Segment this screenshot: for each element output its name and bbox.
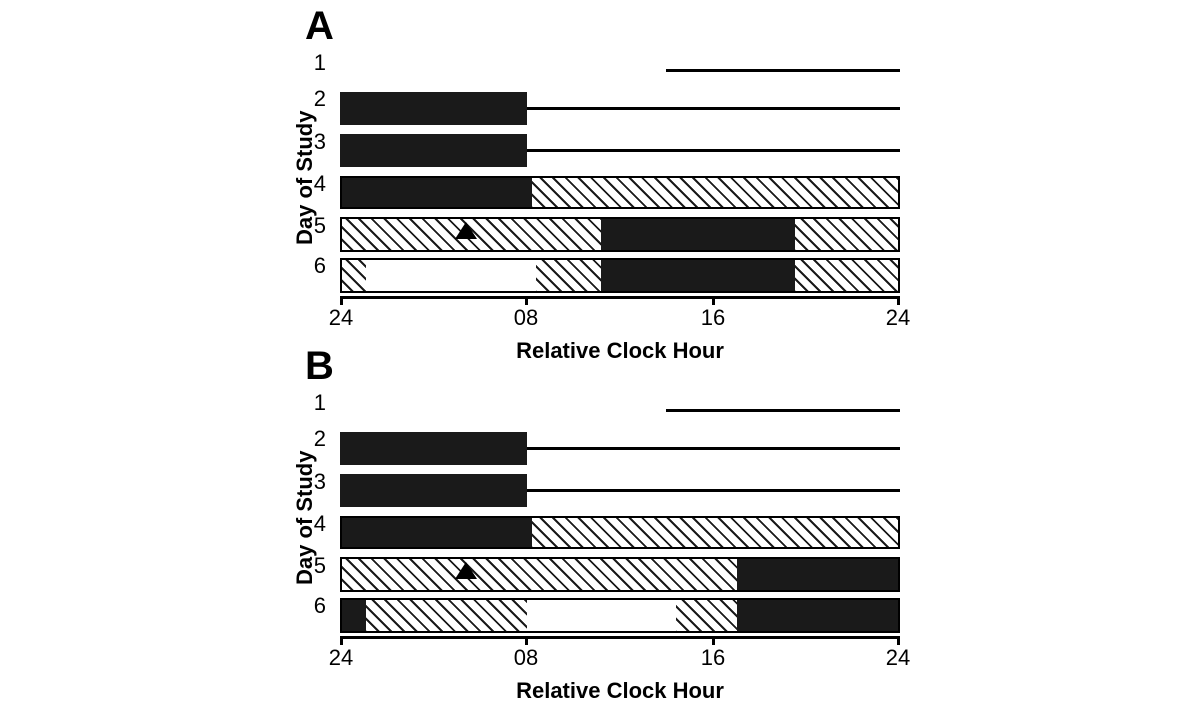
panel-b-day2-line [527,447,900,450]
panel-b-tick-label-0: 24 [328,645,354,670]
panel-b-row-day-1 [340,395,900,425]
panel-a-row-day-6 [340,258,900,293]
panel-a-x-axis [340,296,900,299]
panel-a-day2-line [527,107,900,110]
panel-a-day4-seg-hatch [532,176,900,209]
panel-b-day6-seg-black-2 [737,598,900,633]
panel-b-tick-label-3: 24 [885,645,911,670]
panel-a-day-label-5: 5 [313,213,326,238]
panel-b-tick-3 [897,636,900,645]
panel-b-day4-seg-hatch [532,516,900,549]
panel-b-day-label-4: 4 [313,511,326,536]
panel-b-tick-2 [712,636,715,645]
panel-b-day3-seg-black [340,474,527,507]
panel-b-row-day-3 [340,474,900,507]
panel-b-tick-label-2: 16 [700,645,726,670]
panel-b-tick-0 [340,636,343,645]
panel-a-letter: A [305,4,334,48]
panel-a-tick-label-0: 24 [328,305,354,330]
panel-b-letter: B [305,344,334,388]
panel-b-day6-seg-white [527,598,676,633]
panel-b-day3-line [527,489,900,492]
panel-a-day6-seg-white [366,258,536,293]
panel-a-day6-seg-hatch-2 [536,258,601,293]
panel-a-row-day-5 [340,217,900,252]
panel-b-day6-seg-hatch-2 [676,598,737,633]
panel-a-plot-area [313,50,911,363]
panel-b-day-label-5: 5 [313,553,326,578]
panel-a-row-day-4 [340,176,900,209]
panel-a-row-day-2 [340,92,900,125]
panel-a-tick-2 [712,296,715,305]
panel-b-day-label-6: 6 [313,593,326,618]
panel-b-row-day-4 [340,516,900,549]
panel-a-tick-label-3: 24 [885,305,911,330]
panel-b-y-axis-label: Day of Study [292,450,317,585]
panel-b-row-day-5 [340,557,900,592]
panel-a-day6-seg-hatch-1 [340,258,366,293]
panel-b-day-label-2: 2 [313,426,326,451]
panel-b-day2-seg-black [340,432,527,465]
panel-a-day-label-6: 6 [313,253,326,278]
panel-a-day6-seg-black [601,258,795,293]
panel-b-day1-line [666,409,900,412]
panel-a-day6-seg-hatch-3 [795,258,900,293]
panel-a-tick-label-1: 08 [513,305,539,330]
panel-a-day-label-4: 4 [313,171,326,196]
panel-a-day1-line [666,69,900,72]
panel-a-day3-line [527,149,900,152]
panel-b-day5-seg-hatch [340,557,737,592]
panel-b-day6-seg-black-1 [340,598,366,633]
panel-a-x-axis-label: Relative Clock Hour [516,338,724,363]
panel-a-day5-triangle-marker-icon [455,222,477,239]
panel-a-day-label-1: 1 [313,50,326,75]
panel-b-day-label-3: 3 [313,469,326,494]
panel-a-tick-3 [897,296,900,305]
panel-a-y-axis-label: Day of Study [292,110,317,245]
panel-a-tick-label-2: 16 [700,305,726,330]
panel-a-day5-seg-black [601,217,795,252]
panel-a-day2-seg-black [340,92,527,125]
panel-b-day4-seg-black [340,516,532,549]
panel-b-day6-seg-hatch-1 [366,598,527,633]
panel-a-day4-seg-black [340,176,532,209]
panel-a-row-day-3 [340,134,900,167]
panel-a-tick-0 [340,296,343,305]
panel-a-day5-seg-hatch-2 [795,217,900,252]
panel-a-day-label-3: 3 [313,129,326,154]
panel-b-day-label-1: 1 [313,390,326,415]
panel-b-row-day-6 [340,598,900,633]
panel-b-tick-1 [525,636,528,645]
panel-b-day5-triangle-marker-icon [455,562,477,579]
panel-b-x-axis-label: Relative Clock Hour [516,678,724,703]
panel-a-day-label-2: 2 [313,86,326,111]
panel-b-day5-seg-black [737,557,900,592]
panel-a-row-day-1 [340,55,900,85]
panel-b-tick-label-1: 08 [513,645,539,670]
panel-b [0,338,1200,703]
panel-b-row-day-2 [340,432,900,465]
panel-b-x-axis [340,636,900,639]
panel-a-tick-1 [525,296,528,305]
panel-a-day3-seg-black [340,134,527,167]
panel-b-plot-area [313,390,911,703]
